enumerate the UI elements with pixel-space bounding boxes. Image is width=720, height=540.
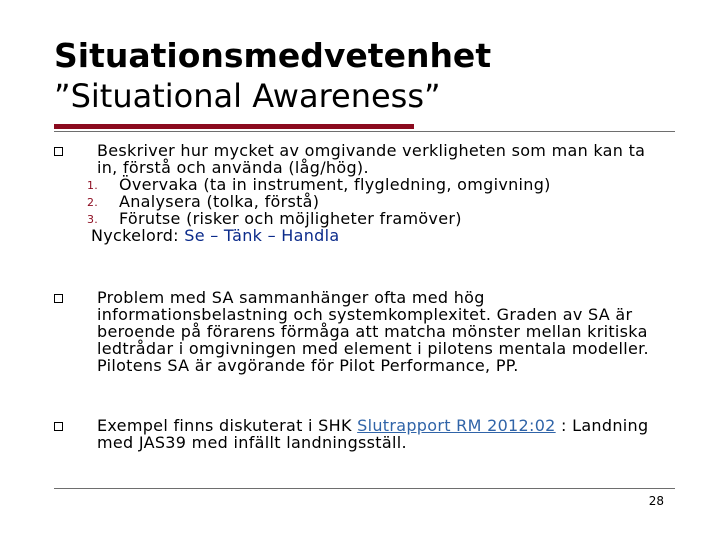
- title-accent-rule: [54, 124, 414, 129]
- list-number: 1.: [87, 179, 99, 192]
- footer-divider-rule: [54, 488, 675, 489]
- bullet-3-text-after: : Landning med JAS39 med infällt landningsställ.: [97, 416, 649, 452]
- keywords-line: [91, 227, 657, 244]
- keywords-value: Se – Tänk – Handla: [184, 226, 340, 245]
- list-item: [87, 210, 657, 227]
- bullet-3-text-before: Exempel finns diskuterat i SHK: [97, 416, 358, 435]
- list-item-text: Analysera (tolka, förstå): [119, 192, 320, 211]
- title-main: Situationsmedvetenhet: [54, 36, 492, 75]
- slide-title: [54, 36, 674, 116]
- bullet-paragraph-3: [97, 417, 667, 451]
- bullet-paragraph-2: Problem med SA sammanhänger ofta med hög informationsbelastning och systemkomplexitet. Graden av SA är beroende på förarens förmåga att matcha mönster mellan kritiska ledtrådar i omgivningen med element i pilotens mentala modeller. Pilotens SA är avgörande för Pilot Performance, PP.: [97, 288, 649, 375]
- keywords-label: Nyckelord:: [91, 226, 185, 245]
- list-item-text: Övervaka (ta in instrument, flygledning, omgivning): [119, 175, 551, 194]
- list-number: 3.: [87, 213, 99, 226]
- bullet-paragraph-1: [87, 141, 657, 245]
- list-item: [87, 176, 657, 193]
- square-bullet-icon: [54, 422, 63, 431]
- report-link[interactable]: Slutrapport RM 2012:02: [357, 416, 556, 435]
- bullet-1-text: Beskriver hur mycket av omgivande verkligheten som man kan ta in, förstå och använda (låg/hög).: [97, 141, 646, 177]
- list-number: 2.: [87, 196, 99, 209]
- square-bullet-icon: [54, 294, 63, 303]
- list-item: [87, 193, 657, 210]
- list-item-text: Förutse (risker och möjligheter framöver): [119, 209, 462, 228]
- title-subtitle: ”Situational Awareness”: [54, 77, 441, 115]
- square-bullet-icon: [54, 147, 63, 156]
- numbered-list: [87, 175, 657, 228]
- title-divider-rule: [54, 131, 675, 132]
- page-number: 28: [648, 494, 664, 508]
